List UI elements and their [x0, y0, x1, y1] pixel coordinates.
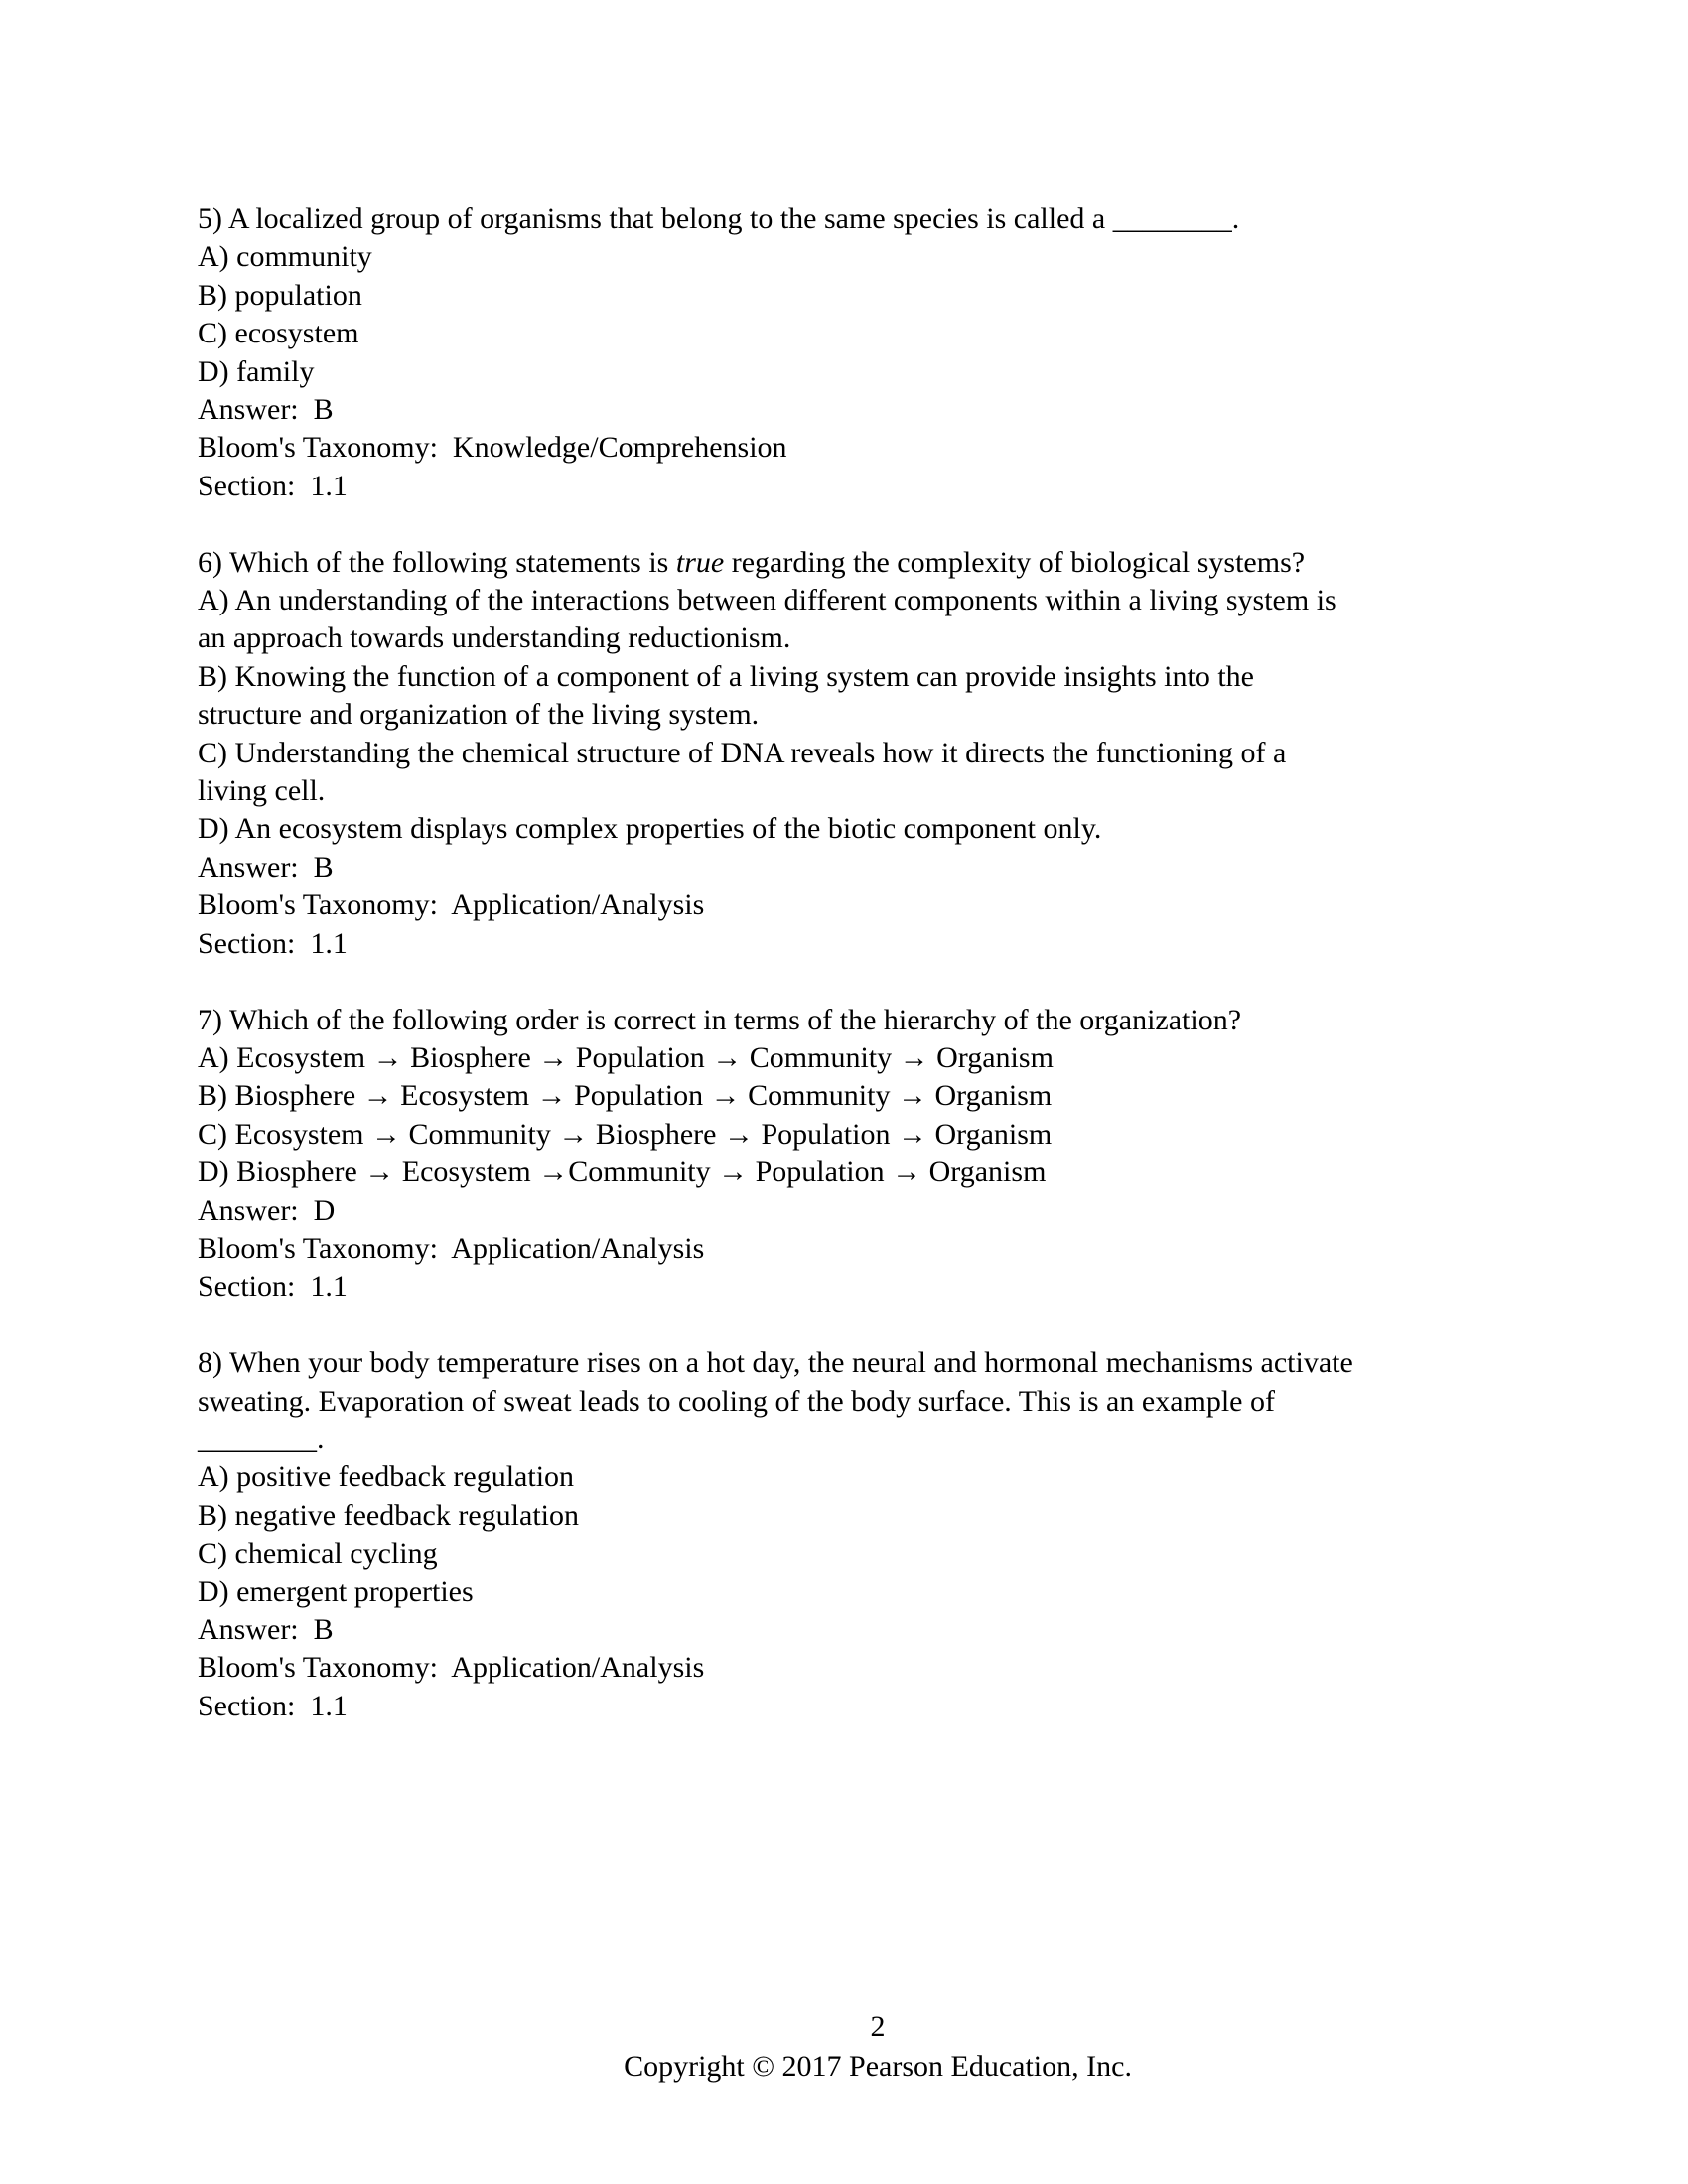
question-7	[198, 1002, 1578, 1306]
text-line: Section: 1.1	[198, 1270, 348, 1303]
copyright-notice: Copyright © 2017 Pearson Education, Inc.	[624, 2050, 1132, 2083]
text-line: structure and organization of the living system.	[198, 698, 760, 732]
text-line: A) An understanding of the interactions between different components within a living system is	[198, 584, 1336, 617]
text-line: A) community	[198, 240, 372, 274]
emphasized-text: true	[675, 545, 725, 579]
text-line: Answer: B	[198, 850, 334, 884]
text-line	[198, 544, 1578, 582]
text-line: D) An ecosystem displays complex properties of the biotic component only.	[198, 812, 1102, 846]
text-line: sweating. Evaporation of sweat leads to cooling of the body surface. This is an example of	[198, 1384, 1275, 1418]
text-line: C) chemical cycling	[198, 1537, 438, 1570]
text-line: Section: 1.1	[198, 926, 348, 960]
text-segment: 6) Which of the following statements is	[198, 545, 676, 579]
text-line: Section: 1.1	[198, 1689, 348, 1722]
text-line: Section: 1.1	[198, 469, 348, 502]
text-line: B) Knowing the function of a component of a living system can provide insights into the	[198, 659, 1254, 693]
text-line: living cell.	[198, 774, 326, 808]
text-line: B) population	[198, 278, 362, 312]
question-8	[198, 1344, 1578, 1725]
text-line: C) ecosystem	[198, 317, 359, 350]
text-line: Bloom's Taxonomy: Application/Analysis	[198, 1651, 705, 1685]
text-line: Answer: B	[198, 1612, 334, 1646]
text-line: 8) When your body temperature rises on a hot day, the neural and hormonal mechanisms activate	[198, 1346, 1353, 1380]
text-line: D) Biosphere → Ecosystem →Community → Population → Organism	[198, 1156, 1047, 1189]
text-line: C) Understanding the chemical structure of DNA reveals how it directs the functioning of a	[198, 736, 1287, 769]
text-line: A) Ecosystem → Biosphere → Population → Community → Organism	[198, 1040, 1054, 1074]
text-line: A) positive feedback regulation	[198, 1460, 575, 1494]
question-6	[198, 544, 1578, 963]
text-line: Bloom's Taxonomy: Application/Analysis	[198, 1231, 705, 1265]
text-line: B) negative feedback regulation	[198, 1498, 579, 1532]
text-line: C) Ecosystem → Community → Biosphere → Population → Organism	[198, 1117, 1053, 1151]
text-segment: regarding the complexity of biological systems?	[724, 545, 1306, 579]
text-line: Answer: B	[198, 393, 334, 427]
text-line: an approach towards understanding reductionism.	[198, 621, 791, 655]
text-line: D) emergent properties	[198, 1574, 474, 1608]
text-line: Bloom's Taxonomy: Knowledge/Comprehension	[198, 431, 787, 465]
text-line: Answer: D	[198, 1193, 336, 1227]
text-line: B) Biosphere → Ecosystem → Population → Community → Organism	[198, 1079, 1053, 1113]
text-line: Bloom's Taxonomy: Application/Analysis	[198, 888, 705, 922]
text-line: 5) A localized group of organisms that belong to the same species is called a ________.	[198, 203, 1240, 235]
text-line: ________.	[198, 1422, 325, 1455]
page-footer	[198, 2007, 1558, 2087]
page-number: 2	[870, 2010, 886, 2043]
questions	[198, 201, 1578, 1764]
text-line: 7) Which of the following order is correct in terms of the hierarchy of the organization?	[198, 1003, 1242, 1036]
question-5	[198, 201, 1578, 505]
text-line: D) family	[198, 354, 315, 388]
